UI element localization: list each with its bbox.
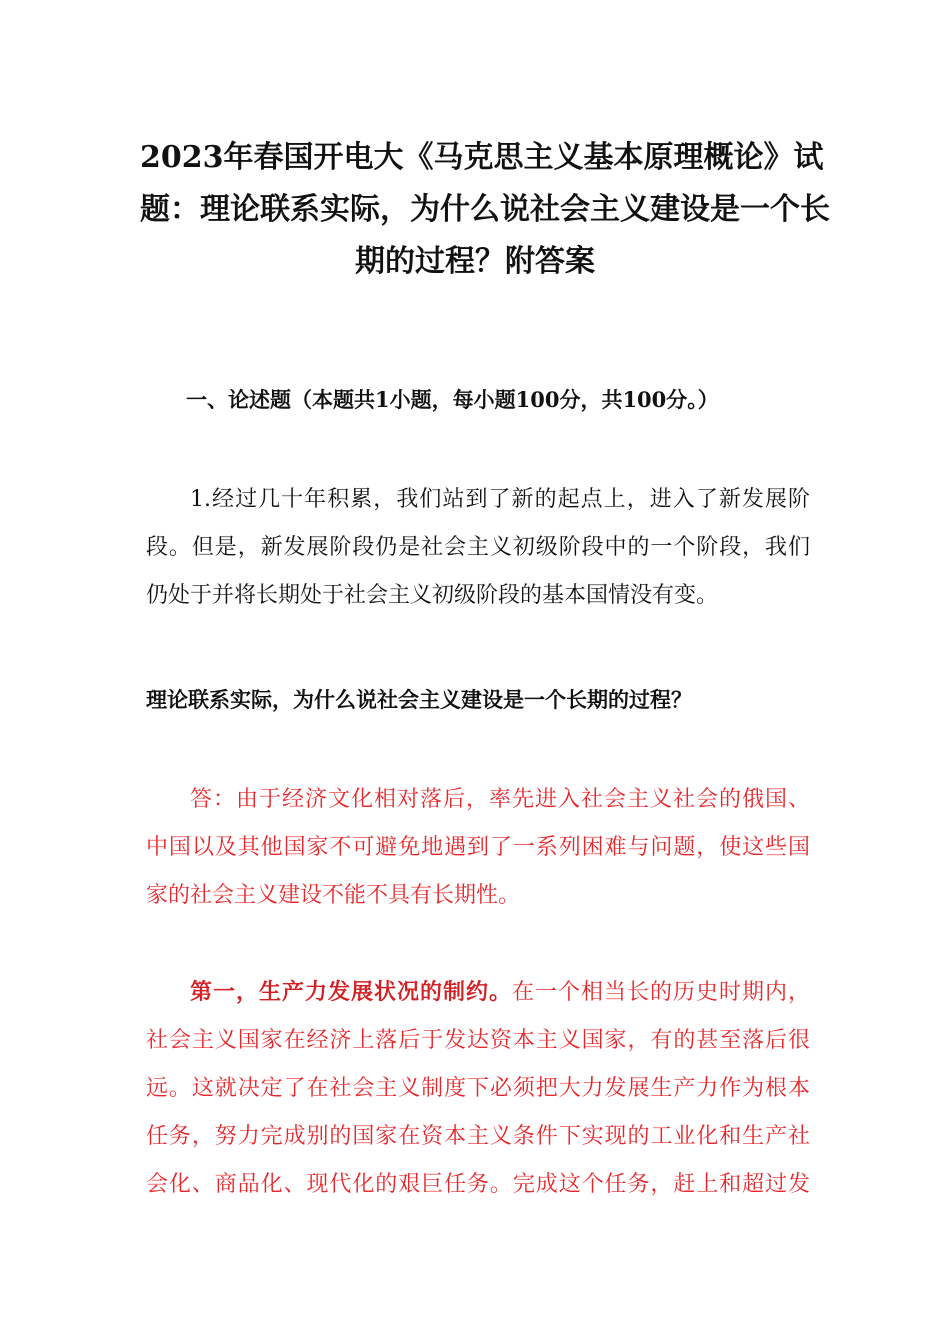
answer-paragraph [146,776,810,920]
text-line: 中国以及其他国家不可避免地遇到了一系列困难与问题，使这些国 [146,835,810,860]
text-line: 答：由于经济文化相对落后，率先进入社会主义社会的俄国、 [190,787,810,812]
text-line [146,968,810,1017]
text-line: 社会主义国家在经济上落后于发达资本主义国家，有的甚至落后很 [146,1028,810,1053]
title-line: 期的过程？附答案 [355,244,595,279]
text-line: 仍处于并将长期处于社会主义初级阶段的基本国情没有变。 [146,583,719,608]
text-line: 段。但是，新发展阶段仍是社会主义初级阶段中的一个阶段，我们 [146,535,810,560]
document-title [140,132,830,288]
title-line: 2023年春国开电大《马克思主义基本原理概论》试 [140,140,824,175]
text-line: 1.经过几十年积累，我们站到了新的起点上，进入了新发展阶 [190,487,810,512]
text-line: 任务，努力完成别的国家在资本主义条件下实现的工业化和生产社 [146,1124,810,1149]
point-one-heading: 第一，生产力发展状况的制约。 [190,979,512,1005]
point-one-first-line: 在一个相当长的历史时期内， [511,980,810,1005]
text-line: 会化、商品化、现代化的艰巨任务。完成这个任务，赶上和超过发 [146,1172,810,1197]
question-text: 理论联系实际，为什么说社会主义建设是一个长期的过程？ [146,687,692,712]
point-one-paragraph [146,968,810,1209]
title-line: 题：理论联系实际，为什么说社会主义建设是一个长 [140,192,830,227]
text-line: 远。这就决定了在社会主义制度下必须把大力发展生产力作为根本 [146,1076,810,1101]
section-heading: 一、论述题（本题共1小题，每小题100分，共100分。） [186,387,719,412]
text-line: 家的社会主义建设不能不具有长期性。 [146,883,521,908]
question-material [146,476,810,620]
